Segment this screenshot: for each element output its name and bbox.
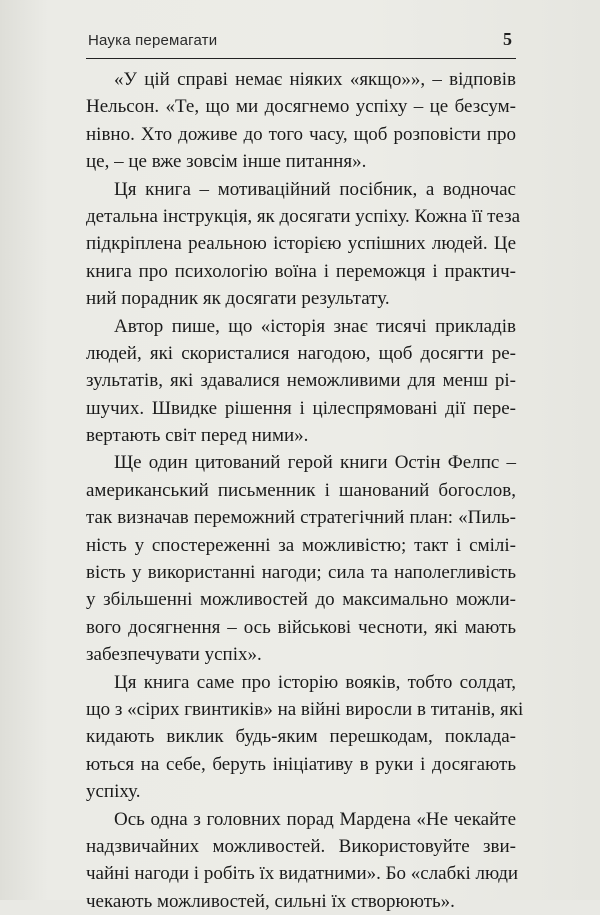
text-line: вертають світ перед ними». [86,425,309,447]
text-line: книга про психологію воїна і переможця і практич- [86,260,516,282]
text-line: що з «сірих гвинтиків» на війні виросли в титанів, які [86,698,524,720]
text-line: надзвичайних можливостей. Використовуйте зви- [86,835,516,857]
running-header [86,26,516,59]
text-line: ність у спостереженні за можливістю; такт і смілі- [86,534,516,556]
text-line: чекають можливостей, сильні їх створюють». [86,890,455,912]
text-line: людей, які скористалися нагодою, щоб досягти ре- [86,342,516,364]
text-line: шучих. Швидке рішення і цілеспрямовані дії пере- [86,397,516,419]
text-line: американський письменник і шанований богослов, [86,479,516,501]
text-line: Ще один цитований герой книги Остін Фелпс – [114,452,516,474]
paragraph-2 [86,176,521,313]
text-line: ються на себе, беруть ініціативу в руки і досягають [86,753,516,775]
text-line: Ця книга саме про історію вояків, тобто солдат, [114,671,516,693]
text-line: чайні нагоди і робіть їх видатними». Бо «слабкі люди [86,863,519,885]
text-line: Ця книга – мотиваційний посібник, а водночас [114,178,516,200]
text-line: Автор пише, що «історія знає тисячі прикладів [114,315,516,337]
text-line: вість у використанні нагоди; сила та наполегливість [86,562,516,584]
text-line: детальна інструкція, як досягати успіху. Кожна її теза [86,205,521,227]
text-line: ний порадник як досягати результату. [86,288,390,310]
text-line: Ось одна з головних порад Мардена «Не чекайте [114,808,516,830]
paragraph-1 [86,66,516,176]
book-title: Наука перемагати [88,32,218,49]
body-text [86,66,524,915]
page-number: 5 [503,29,512,49]
paragraph-4 [86,449,516,668]
text-line: нівно. Хто доживе до того часу, щоб розповісти про [86,123,516,145]
text-line: зультатів, які здавалися неможливими для менш рі- [86,370,516,392]
text-line: «У цій справі немає ніяких «якщо»», – відповів [114,69,516,90]
text-line: забезпечувати успіх». [86,644,262,666]
text-line: Нельсон. «Те, що ми досягнемо успіху – це безсум- [86,96,516,118]
text-line: кидають виклик будь-яким перешкодам, поклада- [86,726,516,748]
text-line: успіху. [86,781,141,803]
paragraph-3 [86,313,516,450]
paragraph-6 [86,806,519,915]
text-line: це, – це вже зовсім інше питання». [86,151,367,173]
paragraph-5 [86,669,524,806]
text-line: так визначав переможний стратегічний план: «Пиль- [86,507,516,529]
text-line: вого досягнення – ось військові чесноти, які мають [86,616,516,638]
text-line: підкріплена реальною історією успішних людей. Це [86,233,516,255]
text-line: у збільшенні можливостей до максимально можли- [86,589,516,611]
